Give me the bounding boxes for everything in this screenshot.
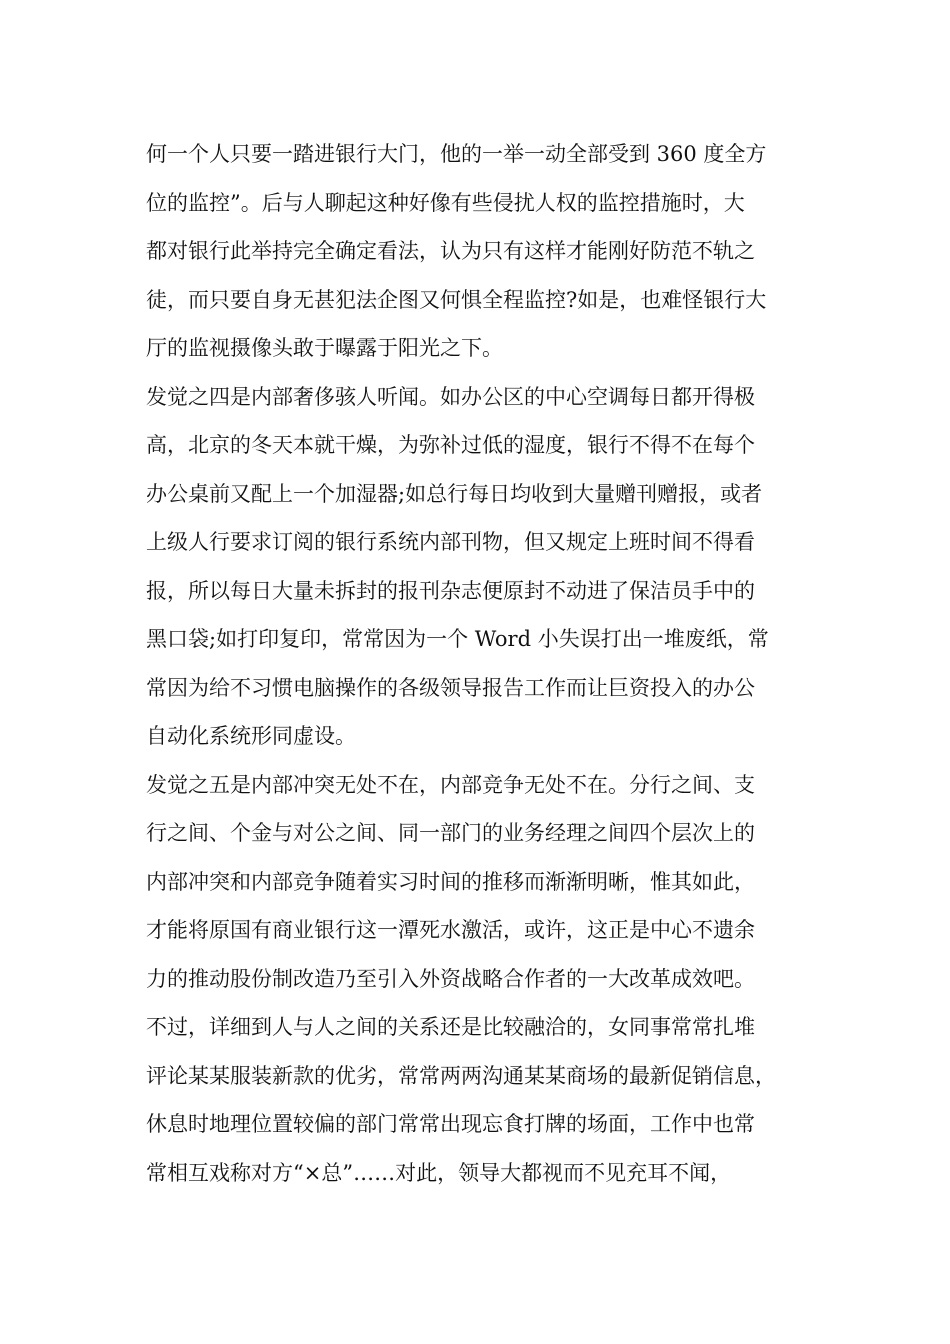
- text-line: 常相互戏称对方“×总”……对此，领导大都视而不见充耳不闻，: [146, 1160, 732, 1185]
- text-line: 都对银行此举持完全确定看法，认为只有这样才能刚好防范不轨之: [146, 239, 755, 263]
- text-line: 高，北京的冬天本就干燥，为弥补过低的湿度，银行不得不在每个: [146, 433, 755, 457]
- text-line: 内部冲突和内部竞争随着实习时间的推移而渐渐明晰，惟其如此，: [146, 869, 755, 894]
- text-line: 自动化系统形同虚设。: [146, 724, 356, 748]
- text-line: 上级人行要求订阅的银行系统内部刊物，但又规定上班时间不得看: [146, 530, 755, 554]
- text-line: 才能将原国有商业银行这一潭死水激活，或许，这正是中心不遗余: [146, 918, 755, 942]
- text-line: 力的推动股份制改造乃至引入外资战略合作者的一大改革成效吧。: [146, 966, 755, 991]
- text-line: 行之间、个金与对公之间、同一部门的业务经理之间四个层次上的: [146, 821, 755, 845]
- text-line: 徒，而只要自身无甚犯法企图又何惧全程监控?如是，也难怪银行大: [146, 287, 767, 312]
- text-line: 办公桌前又配上一个加湿器;如总行每日均收到大量赠刊赠报，或者: [146, 481, 763, 506]
- text-line: 休息时地理位置较偏的部门常常出现忘食打牌的场面，工作中也常: [146, 1112, 755, 1136]
- text-line: 发觉之四是内部奢侈骇人听闻。如办公区的中心空调每日都开得极: [146, 384, 755, 409]
- text-line: 不过，详细到人与人之间的关系还是比较融洽的，女同事常常扎堆: [146, 1015, 755, 1039]
- body-text: [146, 130, 818, 1197]
- text-line: 评论某某服装新款的优劣，常常两两沟通某某商场的最新促销信息，: [146, 1063, 776, 1088]
- text-line: 厅的监视摄像头敢于曝露于阳光之下。: [146, 336, 503, 360]
- text-line: 黑口袋;如打印复印，常常因为一个 Word 小失误打出一堆废纸，常: [146, 627, 769, 651]
- text-line: 位的监控”。后与人聊起这种好像有些侵扰人权的监控措施时，大: [146, 190, 745, 215]
- text-line: 发觉之五是内部冲突无处不在，内部竞争无处不在。分行之间、支: [146, 772, 755, 797]
- text-line: 报，所以每日大量未拆封的报刊杂志便原封不动进了保洁员手中的: [146, 578, 755, 603]
- text-line: 何一个人只要一踏进银行大门，他的一举一动全部受到 360 度全方: [146, 142, 767, 166]
- text-line: 常因为给不习惯电脑操作的各级领导报告工作而让巨资投入的办公: [146, 675, 755, 700]
